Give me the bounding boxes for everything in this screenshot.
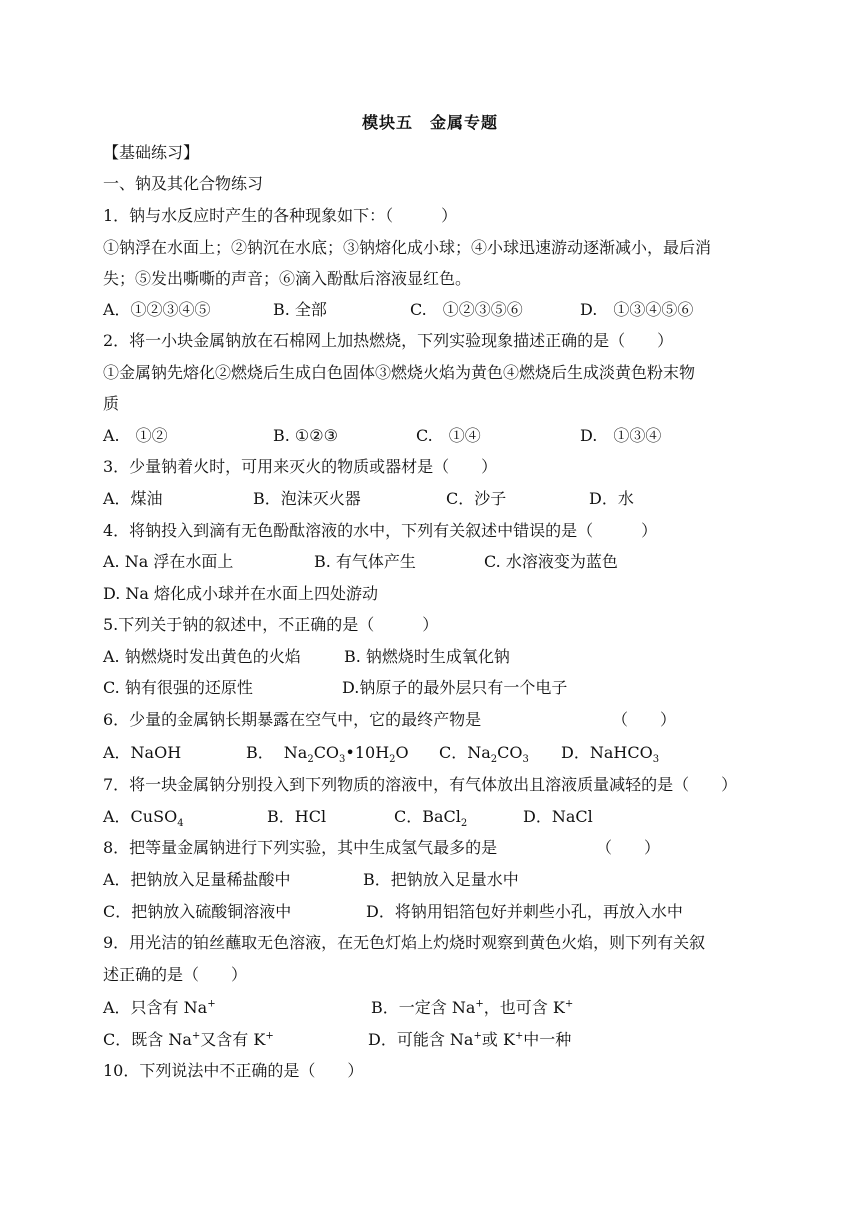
question-3-option-b: B．泡沫灭火器 — [253, 489, 361, 508]
question-1-option-a: A．①②③④⑤ — [103, 300, 211, 319]
question-6-answer-paren: （ ） — [612, 710, 677, 729]
question-2-option-d: D. ①③④ — [580, 426, 662, 445]
question-2-option-a: A. ①② — [103, 426, 168, 445]
question-8-option-a: A．把钠放入足量稀盐酸中 — [103, 870, 291, 889]
question-8-option-d: D．将钠用铝箔包好并刺些小孔，再放入水中 — [366, 902, 683, 921]
question-9-option-c: C．既含 Na+又含有 K+ — [103, 1030, 274, 1049]
question-8-option-c: C．把钠放入硫酸铜溶液中 — [103, 902, 292, 921]
question-5-option-c: C. 钠有很强的还原性 — [103, 678, 253, 697]
question-4-option-b: B. 有气体产生 — [314, 552, 416, 571]
question-7-option-a: A．CuSO$_4$ — [103, 807, 184, 830]
question-5-option-a: A. 钠燃烧时发出黄色的火焰 — [103, 647, 301, 666]
question-10-stem: 10．下列说法中不正确的是（ ） — [103, 1061, 364, 1080]
question-9-option-d: D．可能含 Na+或 K+中一种 — [368, 1030, 572, 1049]
question-9-text-line1: 9．用光洁的铂丝蘸取无色溶液，在无色灯焰上灼烧时观察到黄色火焰，则下列有关叙 — [103, 933, 706, 952]
question-1-text-line1: ①钠浮在水面上；②钠沉在水底；③钠熔化成小球；④小球迅速游动逐渐减小，最后消 — [103, 238, 712, 257]
question-1-option-c: C. ①②③⑤⑥ — [410, 300, 523, 319]
question-6-stem: 6．少量的金属钠长期暴露在空气中，它的最终产物是 — [103, 710, 482, 729]
question-4-option-d: D. Na 熔化成小球并在水面上四处游动 — [103, 584, 379, 603]
question-6-option-c: C．$Na_2CO_3$ — [439, 743, 529, 766]
question-7-option-c: C．BaCl$_2$ — [394, 807, 468, 830]
question-3-option-c: C．沙子 — [446, 489, 507, 508]
question-1-text-line2: 失；⑤发出嘶嘶的声音；⑥滴入酚酞后溶液显红色。 — [103, 269, 472, 288]
question-4-stem: 4．将钠投入到滴有无色酚酞溶液的水中，下列有关叙述中错误的是（ ） — [103, 521, 658, 540]
question-6-option-d: D．NaHCO$_3$ — [561, 743, 660, 766]
question-8-answer-paren: （ ） — [596, 838, 661, 857]
question-3-option-a: A．煤油 — [103, 489, 163, 508]
question-9-option-b: B．一定含 Na+，也可含 K+ — [371, 998, 574, 1017]
question-3-option-d: D．水 — [589, 489, 634, 508]
question-7-option-b: B．HCl — [267, 807, 327, 826]
question-3-stem: 3．少量钠着火时，可用来灭火的物质或器材是（ ） — [103, 457, 498, 476]
question-5-stem: 5.下列关于钠的叙述中，不正确的是（ ） — [103, 615, 439, 634]
question-8-stem: 8．把等量金属钠进行下列实验，其中生成氢气最多的是 — [103, 838, 498, 857]
question-4-option-c: C. 水溶液变为蓝色 — [484, 552, 618, 571]
page-title: 模块五 金属专题 — [361, 113, 498, 132]
question-2-option-c: C. ①④ — [416, 426, 481, 445]
question-7-stem: 7．将一块金属钠分别投入到下列物质的溶液中，有气体放出且溶液质量减轻的是（ ） — [103, 775, 738, 794]
question-6-option-a: A．NaOH — [103, 743, 182, 762]
question-9-text-line2: 述正确的是（ ） — [103, 965, 248, 984]
question-8-option-b: B．把钠放入足量水中 — [363, 870, 519, 889]
section-heading: 一、钠及其化合物练习 — [103, 174, 264, 193]
question-2-option-b: B. ①②③ — [273, 426, 338, 445]
question-7-option-d: D．NaCl — [523, 807, 593, 826]
question-1-option-d: D. ①③④⑤⑥ — [580, 300, 694, 319]
section-label: 【基础练习】 — [103, 143, 200, 162]
question-5-option-b: B. 钠燃烧时生成氧化钠 — [344, 647, 510, 666]
question-2-text-line2: 质 — [103, 394, 120, 413]
question-5-option-d: D.钠原子的最外层只有一个电子 — [342, 678, 568, 697]
question-2-text-line1: ①金属钠先熔化②燃烧后生成白色固体③燃烧火焰为黄色④燃烧后生成淡黄色粉末物 — [103, 363, 696, 382]
question-4-option-a: A. Na 浮在水面上 — [103, 552, 234, 571]
question-2-stem: 2．将一小块金属钠放在石棉网上加热燃烧，下列实验现象描述正确的是（ ） — [103, 331, 674, 350]
question-6-option-b: B． $Na_2CO_3•10H_2O$ — [246, 743, 409, 766]
question-9-option-a: A．只含有 Na+ — [103, 998, 216, 1017]
question-1-option-b: B. 全部 — [273, 300, 327, 319]
question-1-stem: 1．钠与水反应时产生的各种现象如下：（ ） — [103, 206, 458, 225]
